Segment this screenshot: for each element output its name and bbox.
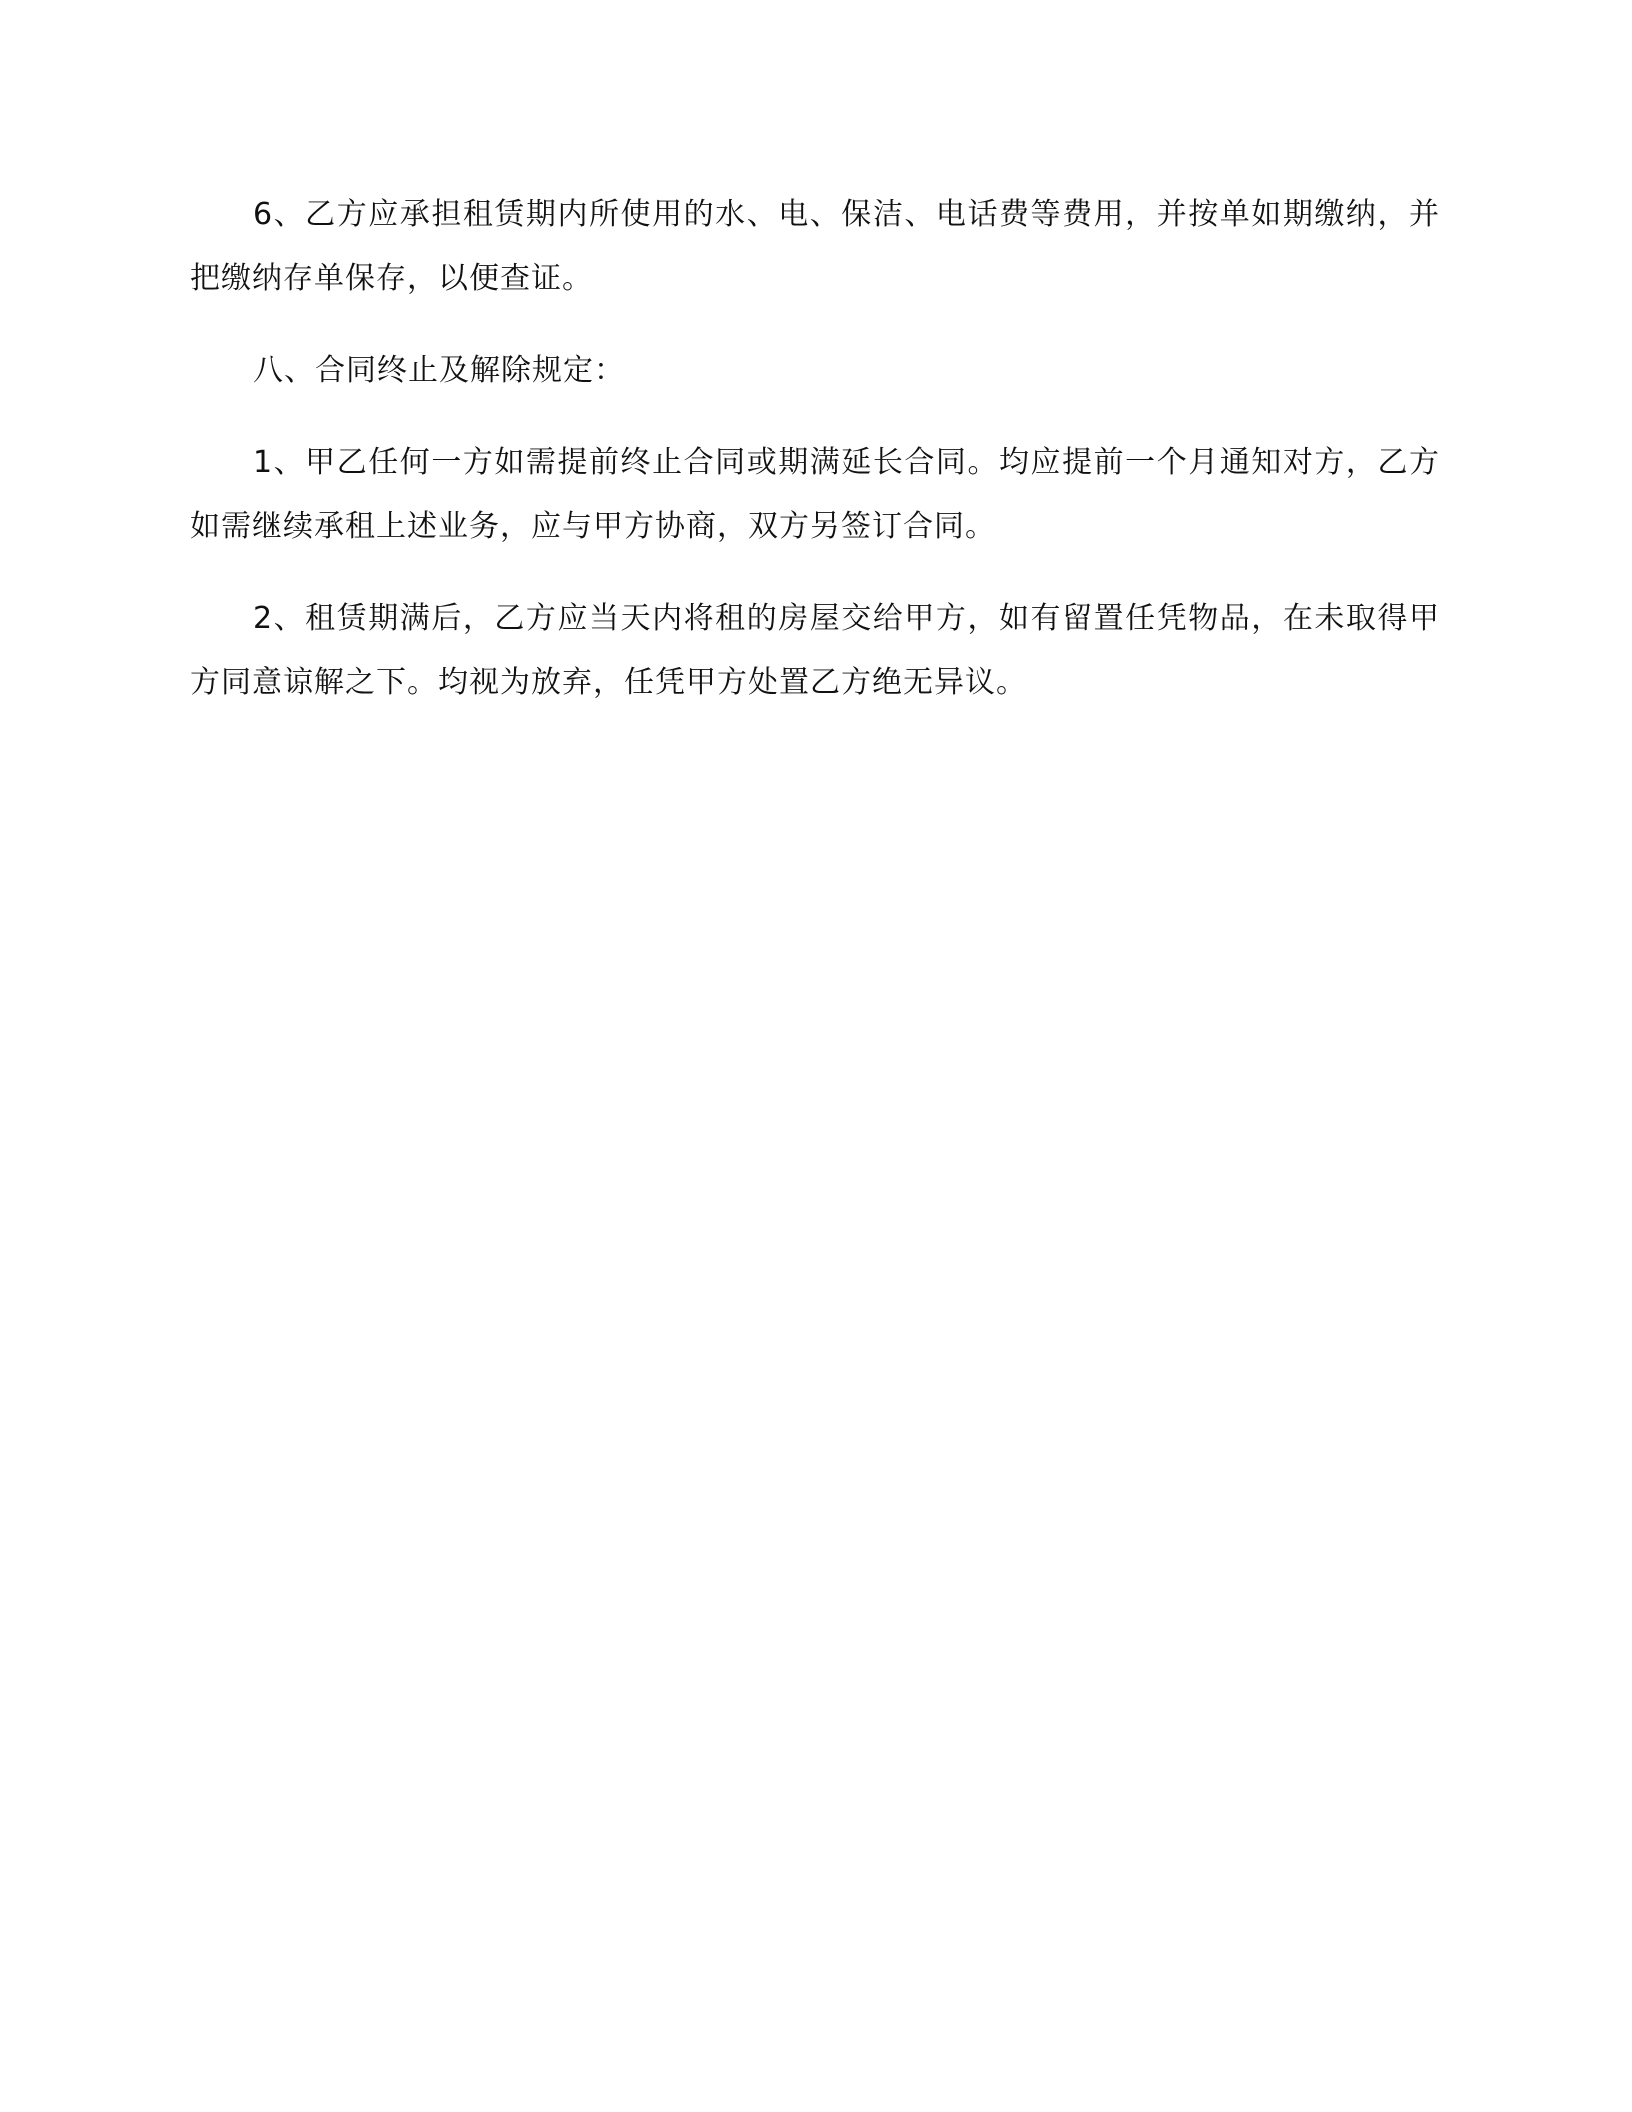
clause-6-utilities: 6、乙方应承担租赁期内所使用的水、电、保洁、电话费等费用，并按单如期缴纳，并把缴纳存单保存，以便查证。	[190, 197, 1440, 296]
section-8-heading: 八、合同终止及解除规定：	[253, 353, 625, 388]
clause-1-early-termination: 1、甲乙任何一方如需提前终止合同或期满延长合同。均应提前一个月通知对方，乙方如需继续承租上述业务，应与甲方协商，双方另签订合同。	[190, 445, 1440, 544]
document-body	[190, 183, 1440, 743]
clause-2-expiry-handover: 2、租赁期满后，乙方应当天内将租的房屋交给甲方，如有留置任凭物品，在未取得甲方同意谅解之下。均视为放弃，任凭甲方处置乙方绝无异议。	[190, 601, 1440, 700]
